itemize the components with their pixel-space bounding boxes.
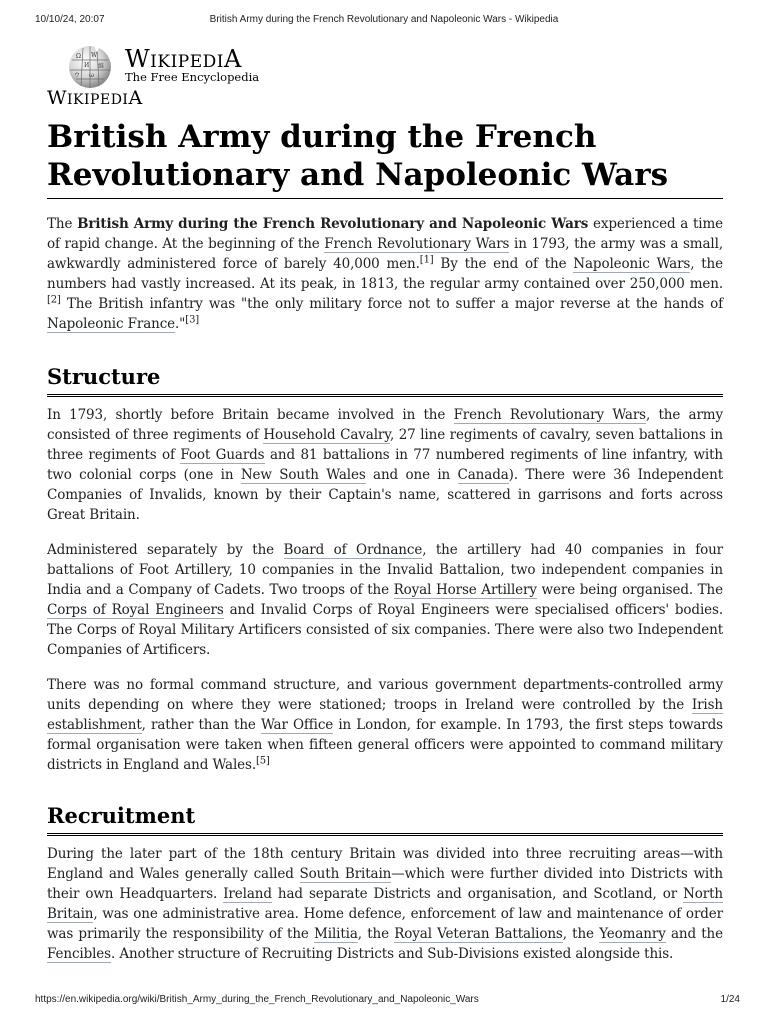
print-footer xyxy=(0,994,768,1010)
svg-text:維: 維 xyxy=(98,63,105,70)
link-royal-veteran-battalions[interactable]: Royal Veteran Battalions xyxy=(394,926,563,942)
svg-text:ウ: ウ xyxy=(74,72,81,79)
svg-text:ω: ω xyxy=(89,72,94,79)
wikipedia-tagline: The Free Encyclopedia xyxy=(125,70,260,84)
link-yeomanry[interactable]: Yeomanry xyxy=(599,926,666,942)
link-north-britain[interactable]: North Britain xyxy=(47,886,723,922)
link-royal-horse-artillery[interactable]: Royal Horse Artillery xyxy=(393,582,537,598)
link-household-cavalry[interactable]: Household Cavalry xyxy=(263,427,390,443)
link-new-south-wales[interactable]: New South Wales xyxy=(240,467,366,483)
wikipedia-wordmark: WIKIPEDIA xyxy=(125,45,242,73)
link-board-of-ordnance[interactable]: Board of Ordnance xyxy=(283,542,423,558)
wikipedia-wordmark-secondary: WIKIPEDIA xyxy=(47,87,143,109)
link-foot-guards[interactable]: Foot Guards xyxy=(180,447,265,463)
print-url: https://en.wikipedia.org/wiki/British_Army_during_the_French_Revolutionary_and_Napoleonic_Wars xyxy=(35,994,479,1005)
link-napoleonic-wars[interactable]: Napoleonic Wars xyxy=(573,256,691,272)
ref-link-1[interactable]: [1] xyxy=(419,254,434,266)
heading-recruitment: Recruitment xyxy=(47,802,723,836)
wikipedia-logo[interactable] xyxy=(64,42,264,92)
print-header xyxy=(0,14,768,30)
recruitment-paragraph-1: During the later part of the 18th century Britain was divided into three recruiting areas—with England and Wales generally called South Britain—which were further divided into Districts with their own Headquarters. Ireland had separate Districts and organisation, and Scotland, or North Britain, was one administrative area. Home defence, enforcement of law and maintenance of order was primarily the responsibility of the Militia, the Royal Veteran Battalions, the Yeomanry and the Fencibles. Another structure of Recruiting Districts and Sub-Divisions existed alongside this. xyxy=(47,846,724,962)
print-page-number: 1/24 xyxy=(720,994,740,1005)
link-french-revolutionary-wars[interactable]: French Revolutionary Wars xyxy=(324,236,510,252)
intro-paragraph: The British Army during the French Revolutionary and Napoleonic Wars experienced a time of rapid change. At the beginning of the French Revolutionary Wars in 1793, the army was a small, awkwardly administered force of barely 40,000 men.[1] By the end of the Napoleonic Wars, the numbers had vastly increased. At its peak, in 1813, the regular army contained over 250,000 men.[2] The British infantry was "the only military force not to suffer a major reverse at the hands of Napoleonic France."[3] xyxy=(47,216,724,332)
ref-link-2[interactable]: [2] xyxy=(47,294,61,306)
structure-paragraph-2: Administered separately by the Board of Ordnance, the artillery had 40 companies in four battalions of Foot Artillery, 10 companies in the Invalid Battalion, two independent companies in India and a Company of Cadets. Two troops of the Royal Horse Artillery were being organised. The Corps of Royal Engineers and Invalid Corps of Royal Engineers were specialised officers' bodies. The Corps of Royal Military Artificers consisted of six companies. There were also two Independent Companies of Artificers. xyxy=(47,542,723,658)
link-south-britain[interactable]: South Britain xyxy=(299,866,392,882)
link-napoleonic-france[interactable]: Napoleonic France xyxy=(47,316,176,332)
link-militia[interactable]: Militia xyxy=(314,926,358,942)
print-date: 10/10/24, 20:07 xyxy=(35,14,105,25)
svg-text:И: И xyxy=(84,62,90,69)
structure-paragraph-1: In 1793, shortly before Britain became involved in the French Revolutionary Wars, the army consisted of three regiments of Household Cavalry, 27 line regiments of cavalry, seven battalions in three regiments of Foot Guards and 81 battalions in 77 numbered regiments of line infantry, with two colonial corps (one in New South Wales and one in Canada). There were 36 Independent Companies of Invalids, known by their Captain's name, scattered in garrisons and forts across Great Britain. xyxy=(47,407,723,523)
article-body xyxy=(47,214,723,979)
print-page-title: British Army during the French Revolutionary and Napoleonic Wars - Wikipedia xyxy=(209,14,559,25)
link-corps-of-royal-engineers[interactable]: Corps of Royal Engineers xyxy=(47,602,224,618)
link-irish-establishment[interactable]: Irish establishment xyxy=(47,697,723,733)
wikipedia-globe-icon xyxy=(64,44,116,90)
link-fencibles[interactable]: Fencibles xyxy=(47,946,111,962)
link-war-office[interactable]: War Office xyxy=(260,717,334,733)
svg-text:W: W xyxy=(91,52,98,59)
link-canada[interactable]: Canada xyxy=(457,467,509,483)
link-french-revolutionary-wars[interactable]: French Revolutionary Wars xyxy=(453,407,646,423)
heading-structure: Structure xyxy=(47,363,723,397)
svg-text:Ω: Ω xyxy=(76,53,81,60)
link-ireland[interactable]: Ireland xyxy=(223,886,272,902)
page-title: British Army during the French Revolutionary and Napoleonic Wars xyxy=(47,118,723,199)
ref-link-5[interactable]: [5] xyxy=(256,755,270,767)
structure-paragraph-3: There was no formal command structure, and various government departments-controlled army units depending on where they were stationed; troops in Ireland were controlled by the Irish establishment, rather than the War Office in London, for example. In 1793, the first steps towards formal organisation were taken when fifteen general officers were appointed to command military districts in England and Wales.[5] xyxy=(47,677,723,773)
ref-link-3[interactable]: [3] xyxy=(185,314,200,326)
